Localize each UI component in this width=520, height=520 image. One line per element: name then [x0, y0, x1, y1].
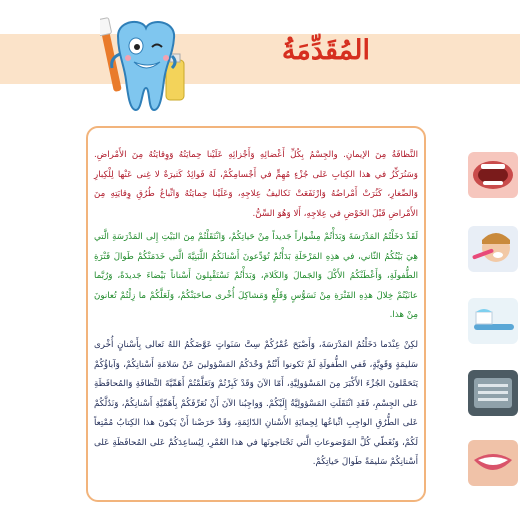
- intro-paragraph-responsibility: لكِنْ عِنْدَما دَخَلْتُمُ المَدْرَسَةَ، وَأَصْبَحَ عُمْرُكُمْ سِتَّ سَنَواتٍ عَوَّضَكُمُ اللهُ تَعالى بِأَسْنانٍ أُخْرى سَليمَةٍ وَقَوِيَّةٍ، فَفي الطُّفولَةِ لَمْ تَكونوا أَنْتُمْ وَحْدَكُمُ المَسْؤولينَ عَنْ سَلامَةِ أَسْنانِكُمْ، وَآباؤُكُمْ يَتَحَمَّلونَ الجُزْءَ الأَكْبَرَ مِنَ المَسْؤولِيَّةِ، أَمّا الآنَ وَقَدْ كَبِرْتُمْ وَتَعَلَّمْتُمْ أَهَمِّيَّةَ النَّظافَةِ وَالمُحافَظَةِ عَلى الجِسْمِ، فَقَدِ انْتَقَلَتِ المَسْؤولِيَّةُ إِلَيْكُمْ. وَواجِبُنا الآنَ أَنْ نُعَرِّفَكُمْ بِأَهَمِّيَّةِ أَسْنانِكُمْ، وَنَدُلَّكُمْ عَلى الطُّرُقِ الواجِبِ اتِّباعُها لِحِمايَةِ الأَسْنانِ الدّائِمَةِ، وَقَدْ حَرَصْنا أَنْ يَكونَ هذا الكِتابُ مُمْتِعاً لَكُمْ، وَنُغَطّي كُلَّ المَوْضوعاتِ الَّتي تَحْتاجونَها في هذا العُمْرِ، لِيُساعِدَكُمْ عَلى المُحافَظَةِ عَلى أَسْنانِكُمْ سَليمَةً طَوالَ حَياتِكُمْ.: [94, 340, 418, 467]
- dental-tools-photo-icon: [468, 370, 518, 416]
- open-mouth-photo-icon: [468, 152, 518, 198]
- toothbrush-photo-icon: [468, 298, 518, 344]
- smile-photo-icon: [468, 440, 518, 486]
- child-brushing-photo-icon: [468, 226, 518, 272]
- header-band: [0, 34, 520, 84]
- intro-paragraph-cleanliness: النَّظافَةُ مِنَ الإيمانِ. والجِسْمُ بِكُلِّ أَعْضائِهِ وَأَجْزائِهِ عَلَيْنا حِمايَتُهُ وَوِقايَتُهُ مِنَ الأَمْراضِ. وَسَنُرَكِّزُ في هذا الكِتابِ عَلى جُزْءٍ مُهِمٍّ في أَجْسامِكُمْ، لَهُ فَوائِدُ كَثيرَةٌ لا غِنى عَنْها لِلْكِبارِ وَالصِّغارِ، كَثُرَتْ أَمْراضُهُ وَارْتَفَعَتْ تَكاليفُ عِلاجِهِ، وَعَلَيْنا حِمايَتُهُ وَاتِّباعُ طُرُقِ وِقايَتِهِ مِنَ الأَمْراضِ قَبْلَ الخَوْضِ في عِلاجِهِ، أَلا وَهُوَ السِّنُّ.: [94, 150, 418, 219]
- intro-paragraph-school: لَقَدْ دَخَلْتُمُ المَدْرَسَةَ وَبَدَأْتُمْ مِشْواراً جَديداً مِنْ حَياتِكُمْ، وَانْتَقَلْتُمْ مِنَ البَيْتِ إِلى المَدْرَسَةِ الَّتي هِيَ بَيْتُكُمُ الثّاني، في هذِهِ المَرْحَلَةِ بَدَأْتُمْ تُوَدِّعونَ أَسْنانَكُمُ اللَّبَنِيَّةَ الَّتي خَدَمَتْكُمْ طَوالَ فَتْرَةِ الطُّفولَةِ، وَأَعْطَتْكُمُ الأَكْلَ وَالجَمالَ وَالكَلامَ، وَبَدَأْتُمْ تَسْتَقْبِلونَ أَسْناناً بَيْضاءَ جَديدَةً، وَرُبَّما عانَيْتُمْ خِلالَ هذِهِ الفَتْرَةِ مِنْ تَسَوُّسٍ وَقَلْعٍ وَمَشاكِلَ أُخْرى صاحَبَتْكُمْ، وَلَعَلَّكُمْ ما زِلْتُمْ تُعانونَ مِنْ هذا.: [94, 232, 418, 320]
- page-title: المُقَدِّمَةُ: [281, 35, 370, 66]
- tooth-mascot-icon: [100, 14, 192, 118]
